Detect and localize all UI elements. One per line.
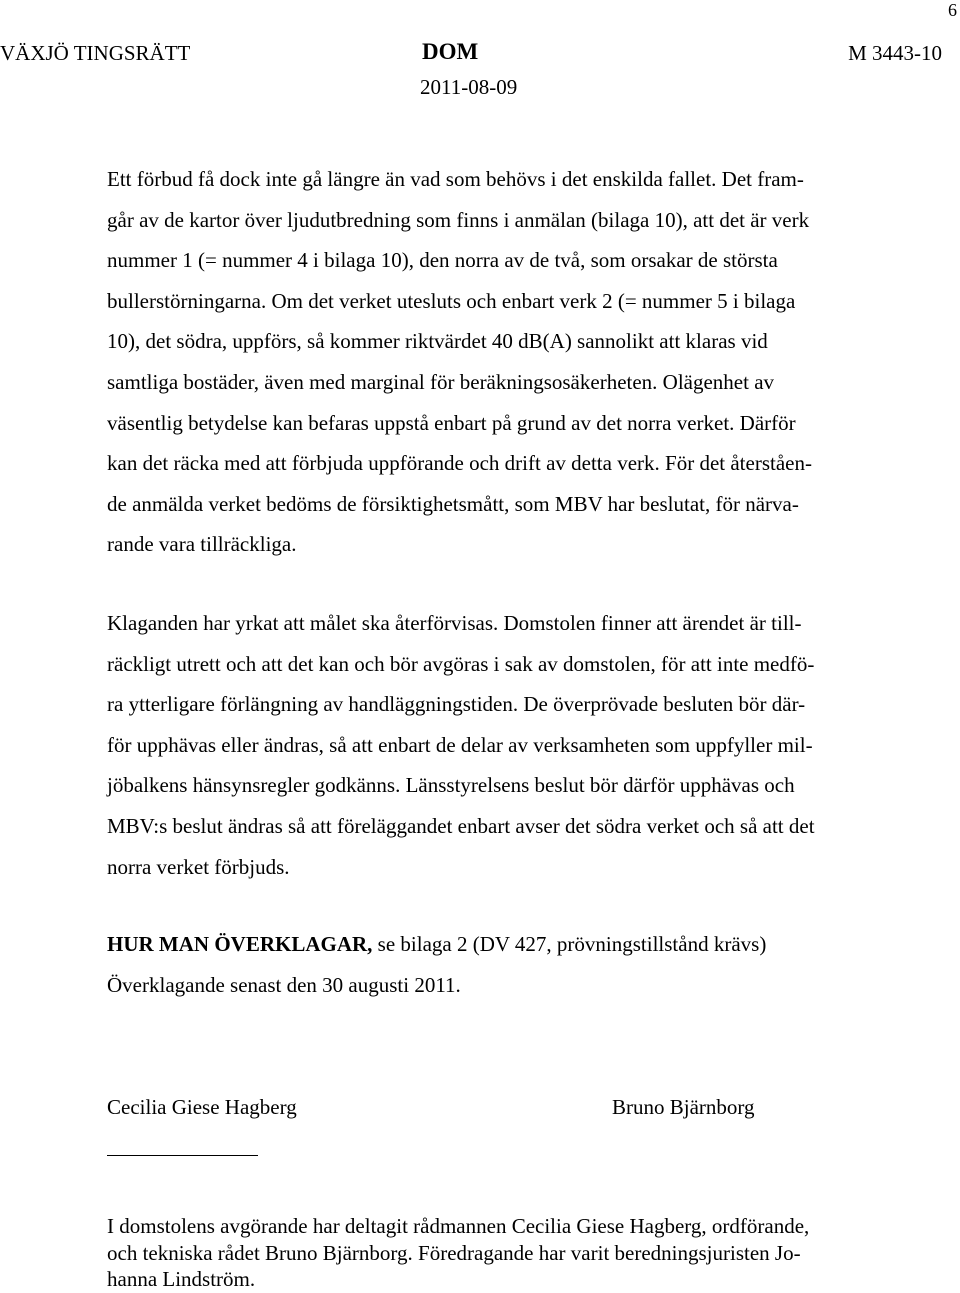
- court-name: VÄXJÖ TINGSRÄTT: [0, 41, 191, 65]
- text-line: jöbalkens hänsynsregler godkänns. Länsstyrelsens beslut bör därför upphävas och: [107, 773, 795, 798]
- text-line: MBV:s beslut ändras så att föreläggandet enbart avser det södra verket och så att det: [107, 813, 815, 838]
- signature-name-right: Bruno Bjärnborg: [612, 1095, 755, 1119]
- text-line: hanna Lindström.: [107, 1267, 256, 1291]
- text-line: norra verket förbjuds.: [107, 854, 290, 879]
- text-line: samtliga bostäder, även med marginal för beräkningsosäkerheten. Olägenhet av: [107, 369, 775, 394]
- appeal-section: [107, 924, 897, 1005]
- case-number: M 3443-10: [848, 41, 942, 65]
- text-line: 10), det södra, uppförs, så kommer riktvärdet 40 dB(A) sannolikt att klaras vid: [107, 329, 768, 354]
- text-line: rande vara tillräckliga.: [107, 532, 297, 557]
- document-date: 2011-08-09: [420, 75, 518, 99]
- text-line: kan det räcka med att förbjuda uppförande och drift av detta verk. För det återståen-: [107, 451, 812, 476]
- appeal-instructions: [107, 924, 897, 965]
- text-line: går av de kartor över ljudutbredning som finns i anmälan (bilaga 10), att det är verk: [107, 207, 810, 232]
- text-line: för upphävas eller ändras, så att enbart de delar av verksamheten som uppfyller mil-: [107, 732, 813, 757]
- text-line: Klaganden har yrkat att målet ska återförvisas. Domstolen finner att ärendet är till-: [107, 611, 802, 635]
- page-number: 6: [948, 0, 957, 20]
- text-line: I domstolens avgörande har deltagit rådmannen Cecilia Giese Hagberg, ordförande,: [107, 1214, 810, 1238]
- text-line: bullerstörningarna. Om det verket utesluts och enbart verk 2 (= nummer 5 i bilaga: [107, 288, 796, 313]
- paragraph-court-decision: [107, 603, 897, 887]
- signature-name-left: Cecilia Giese Hagberg: [107, 1095, 297, 1119]
- text-line: de anmälda verket bedöms de försiktighetsmått, som MBV har beslutat, för närva-: [107, 491, 799, 516]
- text-line: Ett förbud få dock inte gå längre än vad som behövs i det enskilda fallet. Det fram-: [107, 167, 804, 191]
- signature-line: [107, 1155, 258, 1156]
- text-line: ra ytterligare förlängning av handläggningstiden. De överprövade besluten bör där-: [107, 692, 806, 717]
- appeal-deadline: Överklagande senast den 30 augusti 2011.: [107, 972, 461, 997]
- footer-note: [107, 1213, 897, 1293]
- text-line: väsentlig betydelse kan befaras uppstå enbart på grund av det norra verket. Därför: [107, 410, 796, 435]
- text-line: nummer 1 (= nummer 4 i bilaga 10), den norra av de två, som orsakar de största: [107, 248, 778, 273]
- appeal-heading-rest: se bilaga 2 (DV 427, prövningstillstånd krävs): [372, 932, 767, 956]
- appeal-heading: HUR MAN ÖVERKLAGAR,: [107, 932, 373, 956]
- text-line: räckligt utrett och att det kan och bör avgöras i sak av domstolen, för att inte medfö-: [107, 651, 815, 676]
- text-line: och tekniska rådet Bruno Bjärnborg. Föredragande har varit beredningsjuristen Jo-: [107, 1240, 801, 1265]
- document-type: DOM: [422, 39, 479, 64]
- paragraph-noise-assessment: [107, 159, 897, 565]
